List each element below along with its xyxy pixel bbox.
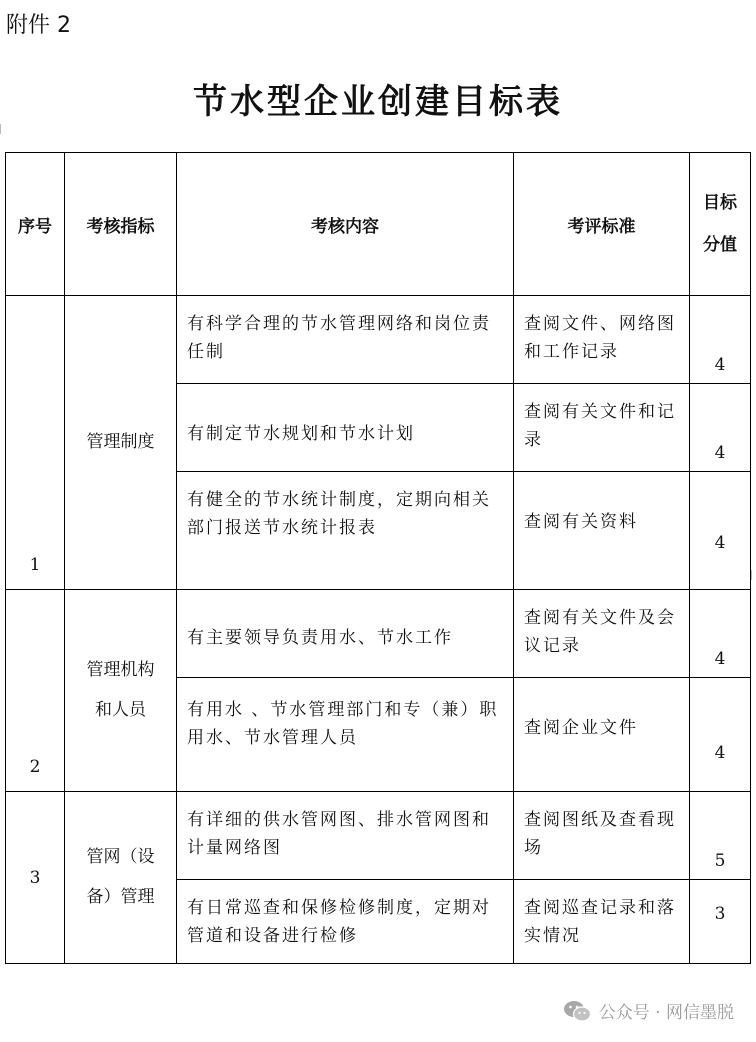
margin-mark	[0, 124, 4, 134]
score-cell: 4	[690, 296, 751, 384]
score-cell: 4	[690, 678, 751, 792]
table-row	[6, 296, 751, 384]
watermark	[563, 998, 734, 1023]
content-cell: 有主要领导负责用水、节水工作	[177, 590, 514, 678]
header-score-line1: 目标	[703, 192, 737, 213]
table-row	[6, 590, 751, 678]
standard-cell: 查阅文件、网络图和工作记录	[514, 296, 690, 384]
wechat-icon	[563, 999, 591, 1023]
attachment-label: 附件 2	[6, 13, 71, 38]
score-cell: 5	[690, 792, 751, 880]
score-cell: 3	[690, 880, 751, 964]
assessment-table	[5, 152, 751, 964]
indicator-cell: 管理机构和人员	[65, 590, 177, 792]
content-cell: 有健全的节水统计制度，定期向相关部门报送节水统计报表	[177, 472, 514, 590]
content-cell: 有科学合理的节水管理网络和岗位责任制	[177, 296, 514, 384]
header-score-line2: 分值	[703, 235, 737, 255]
seq-cell: 3	[6, 792, 65, 964]
content-cell: 有日常巡查和保修检修制度，定期对管道和设备进行检修	[177, 880, 514, 964]
content-cell: 有用水 、节水管理部门和专（兼）职用水、节水管理人员	[177, 678, 514, 792]
standard-cell: 查阅有关文件和记录	[514, 384, 690, 472]
header-score	[690, 153, 751, 296]
header-standard: 考评标准	[514, 153, 690, 296]
score-cell: 4	[690, 590, 751, 678]
content-cell: 有详细的供水管网图、排水管网图和计量网络图	[177, 792, 514, 880]
standard-cell: 查阅有关文件及会议记录	[514, 590, 690, 678]
indicator-cell: 管网（设备）管理	[65, 792, 177, 964]
standard-cell: 查阅企业文件	[514, 678, 690, 792]
document-title: 节水型企业创建目标表	[193, 82, 563, 122]
standard-cell: 查阅图纸及查看现场	[514, 792, 690, 880]
seq-cell: 2	[6, 590, 65, 792]
header-row	[6, 153, 751, 296]
content-cell: 有制定节水规划和节水计划	[177, 384, 514, 472]
header-indicator: 考核指标	[65, 153, 177, 296]
header-seq: 序号	[6, 153, 65, 296]
seq-cell: 1	[6, 296, 65, 590]
indicator-cell: 管理制度	[65, 296, 177, 590]
table-row	[6, 792, 751, 880]
header-content: 考核内容	[177, 153, 514, 296]
standard-cell: 查阅有关资料	[514, 472, 690, 590]
watermark-text: 公众号 · 网信墨脱	[598, 1003, 734, 1023]
standard-cell: 查阅巡查记录和落实情况	[514, 880, 690, 964]
score-cell: 4	[690, 384, 751, 472]
score-cell: 4	[690, 472, 751, 590]
